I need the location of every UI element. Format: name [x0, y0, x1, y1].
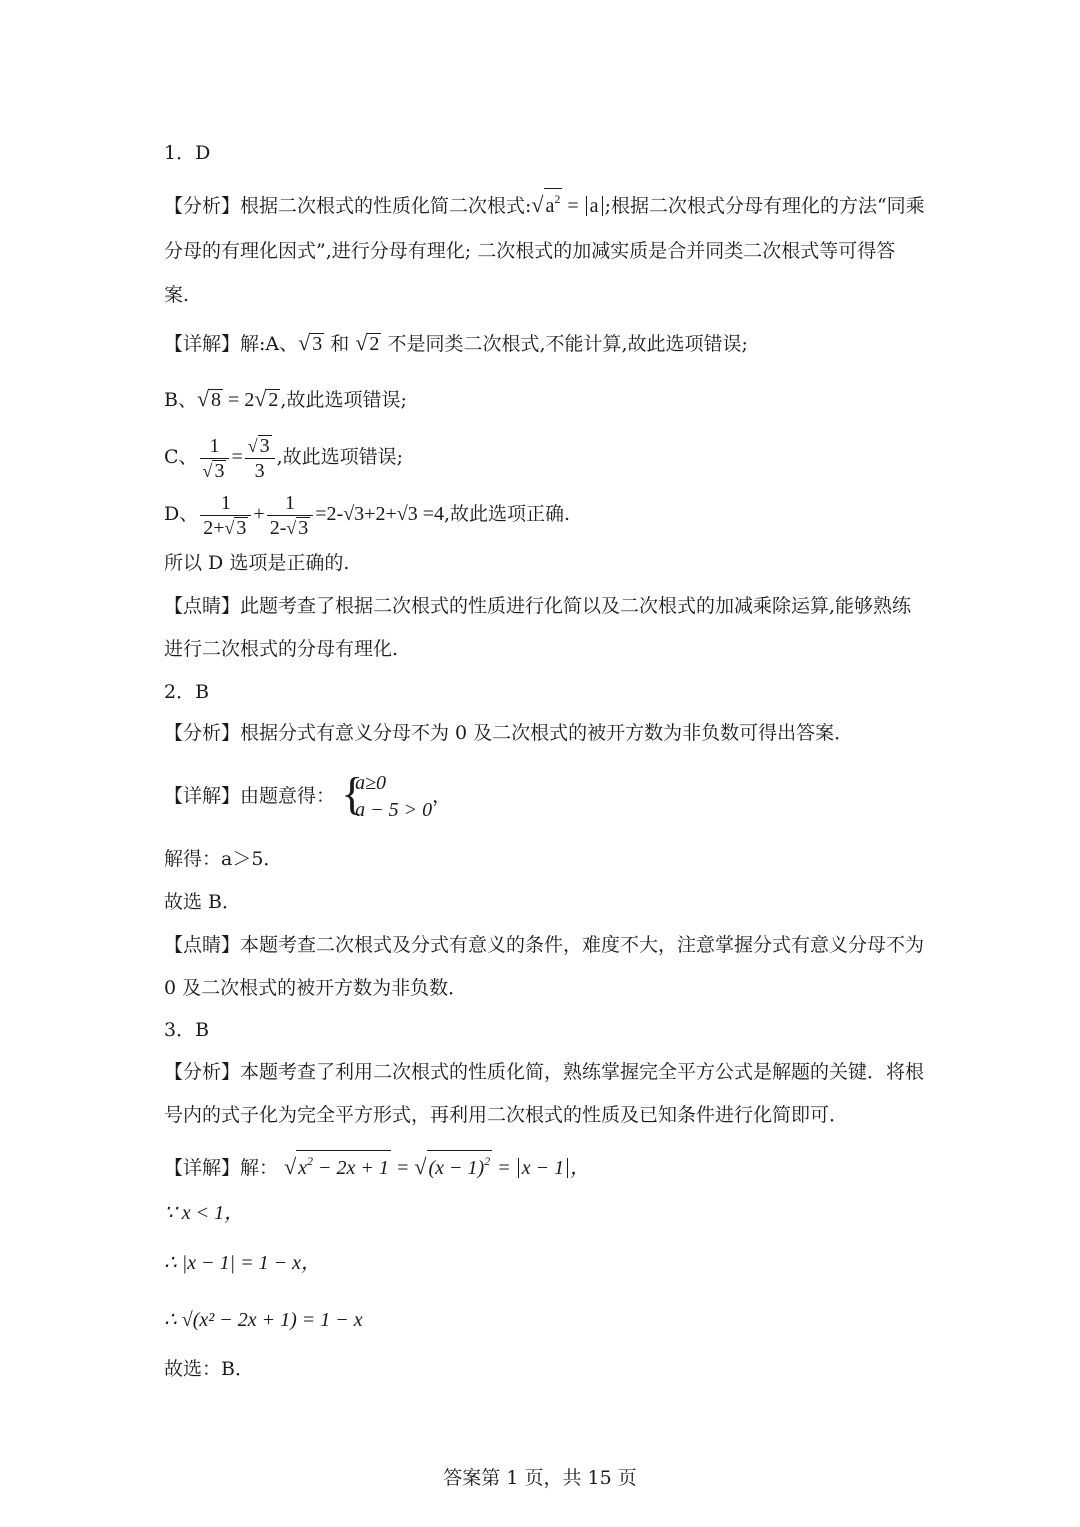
- q3-step1: ∵ x < 1，: [164, 1202, 245, 1224]
- formula-fraction-sum: $\frac{1}{2+√ 3}$ + $\frac{1}{2-√ 3}$: [198, 503, 315, 525]
- q3-step2: ∴ |x − 1| = 1 − x，: [164, 1252, 321, 1274]
- sqrt3: √ 3: [298, 330, 323, 355]
- q1-analysis-line1: 【分析】根据二次根式的性质化简二次根式:√ $a^2 = a$ ;根据二次根式分母有理化的方法“同乘: [164, 188, 925, 219]
- q1-comment-label: 【点睛】: [164, 595, 241, 617]
- q1-detail-b: B、√ 8 = 2√ 2 ,故此选项错误;: [164, 386, 407, 411]
- q3-step3: ∴ √(x² − 2x + 1) = 1 − x: [164, 1309, 363, 1331]
- q1-analysis-line3: 案.: [164, 284, 190, 306]
- q2-choice: 故选 B．: [164, 891, 242, 913]
- q1-heading: 1．D: [164, 142, 211, 164]
- q3-detail: 【详解】解： √ $x^2 - 2x + 1$ = √ $(x - 1)^2 = x - 1$ ，: [164, 1150, 590, 1181]
- q2-solve: 解得：a＞5．: [164, 848, 283, 870]
- formula-sqrt8: √ 8 = 2√ 2: [196, 386, 279, 411]
- q3-analysis-label: 【分析】: [164, 1061, 241, 1083]
- q3-heading: 3．B: [164, 1019, 210, 1041]
- q1-analysis-label: 【分析】: [164, 195, 241, 217]
- q2-detail: 【详解】由题意得： { a≥0 a − 5 > 0 ，: [164, 768, 451, 824]
- brace-icon: {: [341, 768, 364, 819]
- q1-detail-a: 【详解】解:A、√ 3 和 √ 2 不是同类二次根式,不能计算,故此选项错误;: [164, 330, 748, 355]
- q2-detail-label: 【详解】: [164, 785, 241, 807]
- formula-sqrt-expansion: √ $x^2 - 2x + 1$ = √ $(x - 1)^2 = x - 1$ ，: [284, 1157, 590, 1179]
- q3-detail-label: 【详解】: [164, 1157, 241, 1179]
- q2-heading: 2．B: [164, 681, 210, 703]
- q1-detail-label: 【详解】: [164, 333, 241, 355]
- q1-conclusion: 所以 D 选项是正确的.: [164, 552, 350, 574]
- q3-choice: 故选：B．: [164, 1358, 254, 1380]
- q2-comment-label: 【点睛】: [164, 934, 241, 956]
- sqrt2: √ 2: [355, 330, 380, 355]
- inequality-system: { a≥0 a − 5 > 0: [341, 768, 433, 821]
- q2-comment-line1: 【点睛】本题考查二次根式及分式有意义的条件，难度不大，注意掌握分式有意义分母不为: [164, 934, 925, 956]
- q2-analysis-label: 【分析】: [164, 722, 241, 744]
- q3-analysis-line1: 【分析】本题考查了利用二次根式的性质化简，熟练掌握完全平方公式是解题的关键．将根: [164, 1061, 925, 1083]
- formula-one-over-sqrt3: $\frac{1}{√ 3}$ = $\frac{√ 3}{3}$: [198, 446, 277, 468]
- formula-sqrt-a-squared: √ $a^2 = a$: [531, 195, 604, 217]
- q1-analysis-line2: 分母的有理化因式”,进行分母有理化; 二次根式的加减实质是合并同类二次根式等可得答: [164, 240, 896, 262]
- q2-analysis: 【分析】根据分式有意义分母不为 0 及二次根式的被开方数为非负数可得出答案．: [164, 722, 854, 744]
- q1-detail-d: D、 $\frac{1}{2+√ 3}$ + $\frac{1}{2-√ 3}$ =2-√3+2+√3 =4,故此选项正确.: [164, 491, 571, 539]
- q1-detail-c: C、 $\frac{1}{√ 3}$ = $\frac{√ 3}{3}$ ,故此选项错误;: [164, 434, 404, 482]
- page-footer: 答案第 1 页，共 15 页: [443, 1467, 637, 1489]
- q3-analysis-line2: 号内的式子化为完全平方形式，再利用二次根式的性质及已知条件进行化简即可．: [164, 1104, 849, 1126]
- q2-comment-line2: 0 及二次根式的被开方数为非负数．: [164, 977, 468, 999]
- q1-comment-line2: 进行二次根式的分母有理化.: [164, 638, 399, 660]
- q1-comment-line1: 【点睛】此题考查了根据二次根式的性质进行化简以及二次根式的加减乘除运算,能够熟练: [164, 595, 912, 617]
